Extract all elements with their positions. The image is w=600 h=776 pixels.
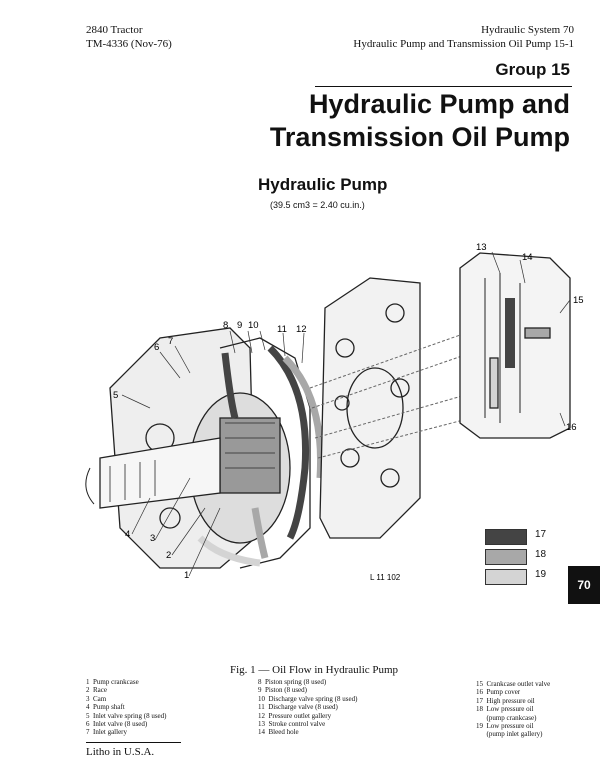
- footer-rule: [86, 742, 181, 743]
- part-item: 16 Pump cover: [476, 688, 521, 697]
- part-item: (pump crankcase): [476, 713, 537, 722]
- callout-3: 3: [150, 533, 156, 544]
- part-item: 6 Inlet valve (8 used): [86, 720, 148, 729]
- parts-list-col-2: [258, 678, 357, 737]
- legend-swatch-17: [485, 529, 527, 545]
- group-label: Group 15: [495, 60, 570, 79]
- header-subsection: Hydraulic Pump and Transmission Oil Pump 15-1: [353, 38, 574, 50]
- callout-16: 16: [566, 422, 577, 433]
- callout-5: 5: [113, 390, 119, 401]
- section-subtitle: Hydraulic Pump: [258, 175, 388, 194]
- part-item: 10 Discharge valve spring (8 used): [258, 694, 358, 703]
- page-title: [270, 88, 570, 154]
- parts-list-col-1: [86, 678, 166, 737]
- legend-label-18: 18: [535, 549, 547, 560]
- part-item: 7 Inlet gallery: [86, 728, 128, 737]
- header-model: 2840 Tractor: [86, 24, 143, 36]
- callout-13: 13: [476, 242, 487, 253]
- pump-crankcase-drawing: [86, 328, 310, 568]
- callout-8: 8: [223, 320, 229, 331]
- part-item: 11 Discharge valve (8 used): [258, 703, 338, 712]
- callout-15: 15: [573, 295, 584, 306]
- pump-cover-drawing: [460, 253, 570, 438]
- part-item: 13 Stroke control valve: [258, 720, 326, 729]
- footer-print-note: Litho in U.S.A.: [86, 746, 155, 758]
- part-item: 9 Piston (8 used): [258, 686, 307, 695]
- callout-2: 2: [166, 550, 172, 561]
- part-item: (pump inlet gallery): [476, 730, 543, 739]
- callout-7: 7: [168, 336, 174, 347]
- part-item: 19 Low pressure oil: [476, 722, 534, 731]
- legend-label-17: 17: [535, 529, 547, 540]
- part-item: 15 Crankcase outlet valve: [476, 680, 551, 688]
- callout-9: 9: [237, 320, 243, 331]
- page-title-line-1: Hydraulic Pump and: [308, 89, 570, 119]
- title-rule: [315, 86, 572, 87]
- part-item: 4 Pump shaft: [86, 703, 125, 712]
- parts-list-col-3: [476, 680, 550, 739]
- pump-body-flange: [320, 278, 420, 538]
- callout-1: 1: [184, 570, 190, 581]
- part-item: 14 Bleed hole: [258, 728, 299, 737]
- part-item: 12 Pressure outlet gallery: [258, 711, 332, 720]
- legend-label-19: 19: [535, 569, 547, 580]
- callout-11: 11: [277, 324, 287, 335]
- callout-12: 12: [296, 324, 307, 335]
- callout-6: 6: [154, 342, 160, 353]
- part-item: 5 Inlet valve spring (8 used): [86, 711, 167, 720]
- figure-caption: Fig. 1 — Oil Flow in Hydraulic Pump: [230, 664, 399, 676]
- pump-displacement-spec: (39.5 cm3 = 2.40 cu.in.): [270, 200, 365, 210]
- header-left: [86, 23, 172, 51]
- part-item: 18 Low pressure oil: [476, 705, 534, 714]
- callout-4: 4: [125, 529, 131, 540]
- part-item: 17 High pressure oil: [476, 696, 535, 705]
- header-manual-ref: TM-4336 (Nov-76): [86, 38, 172, 50]
- header-right: [353, 23, 574, 51]
- callout-10: 10: [248, 320, 259, 331]
- header-section: Hydraulic System 70: [481, 24, 574, 36]
- section-tab: 70: [568, 566, 600, 604]
- part-item: 3 Cam: [86, 694, 107, 703]
- legend-item-high-pressure: [485, 529, 575, 545]
- legend-swatch-19: [485, 569, 527, 585]
- figure-reference: L 11 102: [370, 573, 401, 582]
- part-item: 8 Piston spring (8 used): [258, 678, 327, 686]
- part-item: 1 Pump crankcase: [86, 678, 139, 686]
- part-item: 2 Race: [86, 686, 107, 695]
- page-title-line-2: Transmission Oil Pump: [269, 122, 570, 152]
- legend-swatch-18: [485, 549, 527, 565]
- legend-item-low-pressure-inlet: [485, 569, 575, 585]
- callout-14: 14: [522, 252, 533, 263]
- legend-item-low-pressure-crankcase: [485, 549, 575, 565]
